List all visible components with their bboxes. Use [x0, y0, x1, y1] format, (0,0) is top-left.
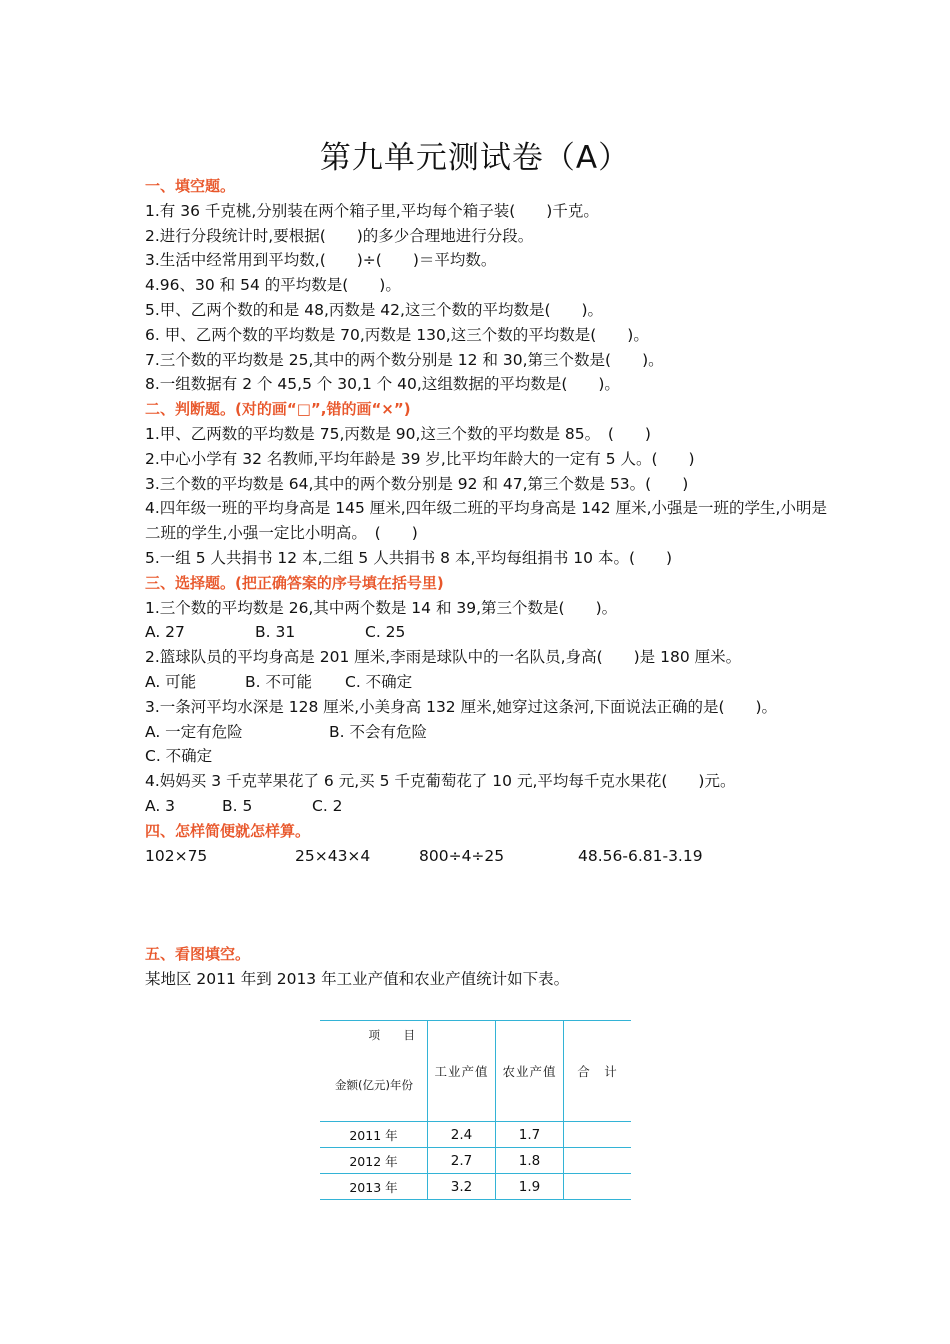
option: B. 5 [222, 796, 253, 815]
table-row [320, 1148, 631, 1174]
option: A. 27 [145, 623, 185, 642]
corner-bottom-label: 金额(亿元)年份 [335, 1078, 413, 1092]
year-cell: 2012 年 [320, 1148, 428, 1174]
corner-top-label: 项 目 [368, 1028, 421, 1042]
agriculture-cell: 1.8 [496, 1148, 564, 1174]
total-cell [564, 1174, 632, 1200]
table-row [320, 1174, 631, 1200]
question-line: 7.三个数的平均数是 25,其中的两个数分别是 12 和 30,第三个数是( )。 [145, 350, 664, 369]
industry-cell: 3.2 [428, 1174, 496, 1200]
header-agriculture: 农业产值 [496, 1021, 564, 1122]
work-space [145, 868, 835, 942]
worksheet-content [145, 174, 835, 992]
page-title: 第九单元测试卷（A） [319, 140, 631, 176]
table-header-row [320, 1021, 631, 1122]
option: A. 一定有危险 [145, 722, 243, 741]
header-industry: 工业产值 [428, 1021, 496, 1122]
question-line: 2.中心小学有 32 名教师,平均年龄是 39 岁,比平均年龄大的一定有 5 人。( ) [145, 449, 695, 468]
agriculture-cell: 1.7 [496, 1122, 564, 1148]
calc-item: 800÷4÷25 [419, 846, 505, 865]
question-line: 3.一条河平均水深是 128 厘米,小美身高 132 厘米,她穿过这条河,下面说法正确的是( )。 [145, 697, 778, 716]
agriculture-cell: 1.9 [496, 1174, 564, 1200]
option: A. 可能 [145, 672, 197, 691]
stats-table [320, 1020, 631, 1200]
question-line: 4.妈妈买 3 千克苹果花了 6 元,买 5 千克葡萄花了 10 元,平均每千克水果花( )元。 [145, 772, 736, 791]
option: C. 不确定 [345, 672, 413, 691]
question-line: 1.甲、乙两数的平均数是 75,丙数是 90,这三个数的平均数是 85。 ( ) [145, 424, 651, 443]
total-cell [564, 1122, 632, 1148]
question-line: 2.进行分段统计时,要根据( )的多少合理地进行分段。 [145, 226, 534, 245]
question-line: 5.甲、乙两个数的和是 48,丙数是 42,这三个数的平均数是( )。 [145, 300, 604, 319]
option: C. 2 [312, 796, 343, 815]
option: B. 31 [255, 623, 296, 642]
question-line: 4.四年级一班的平均身高是 145 厘米,四年级二班的平均身高是 142 厘米,小强是一班的学生,小明是二班的学生,小强一定比小明高。 ( ) [145, 499, 827, 543]
section-heading-calculation: 四、怎样简便就怎样算。 [145, 821, 311, 840]
question-line: 4.96、30 和 54 的平均数是( )。 [145, 276, 401, 295]
option: B. 不可能 [245, 672, 312, 691]
question-line: 8.一组数据有 2 个 45,5 个 30,1 个 40,这组数据的平均数是( )。 [145, 375, 620, 394]
question-line: 1.三个数的平均数是 26,其中两个数是 14 和 39,第三个数是( )。 [145, 598, 618, 617]
options-row [145, 794, 835, 819]
question-line: 2.篮球队员的平均身高是 201 厘米,李雨是球队中的一名队员,身高( )是 180 厘米。 [145, 648, 742, 667]
options-row [145, 720, 835, 745]
stats-table-wrap [320, 1020, 631, 1200]
calc-item: 48.56-6.81-3.19 [578, 846, 703, 865]
question-line: 3.生活中经常用到平均数,( )÷( )＝平均数。 [145, 251, 497, 270]
options-row [145, 620, 835, 645]
option: C. 不确定 [145, 747, 213, 766]
header-total: 合 计 [564, 1021, 632, 1122]
question-line: 1.有 36 千克桃,分别装在两个箱子里,平均每个箱子装( )千克。 [145, 201, 599, 220]
option: A. 3 [145, 796, 176, 815]
industry-cell: 2.7 [428, 1148, 496, 1174]
option: C. 25 [365, 623, 406, 642]
table-row [320, 1122, 631, 1148]
section-heading-true-false: 二、判断题。(对的画“□”,错的画“×”) [145, 400, 411, 419]
calc-item: 102×75 [145, 846, 208, 865]
year-cell: 2011 年 [320, 1122, 428, 1148]
options-row [145, 670, 835, 695]
question-line: 5.一组 5 人共捐书 12 本,二组 5 人共捐书 8 本,平均每组捐书 10 本。( ) [145, 548, 673, 567]
question-line: 3.三个数的平均数是 64,其中的两个数分别是 92 和 47,第三个数是 53。( ) [145, 474, 689, 493]
options-row [145, 744, 835, 769]
year-cell: 2013 年 [320, 1174, 428, 1200]
section-heading-read-table: 五、看图填空。 [145, 945, 251, 964]
table-intro: 某地区 2011 年到 2013 年工业产值和农业产值统计如下表。 [145, 970, 570, 989]
table-corner-cell [320, 1021, 428, 1122]
calc-item: 25×43×4 [295, 846, 371, 865]
industry-cell: 2.4 [428, 1122, 496, 1148]
section-heading-multiple-choice: 三、选择题。(把正确答案的序号填在括号里) [145, 573, 444, 592]
option: B. 不会有危险 [329, 722, 427, 741]
calc-row [145, 844, 835, 869]
section-heading-fill-blank: 一、填空题。 [145, 177, 236, 195]
question-line: 6. 甲、乙两个数的平均数是 70,丙数是 130,这三个数的平均数是( )。 [145, 325, 649, 344]
total-cell [564, 1148, 632, 1174]
